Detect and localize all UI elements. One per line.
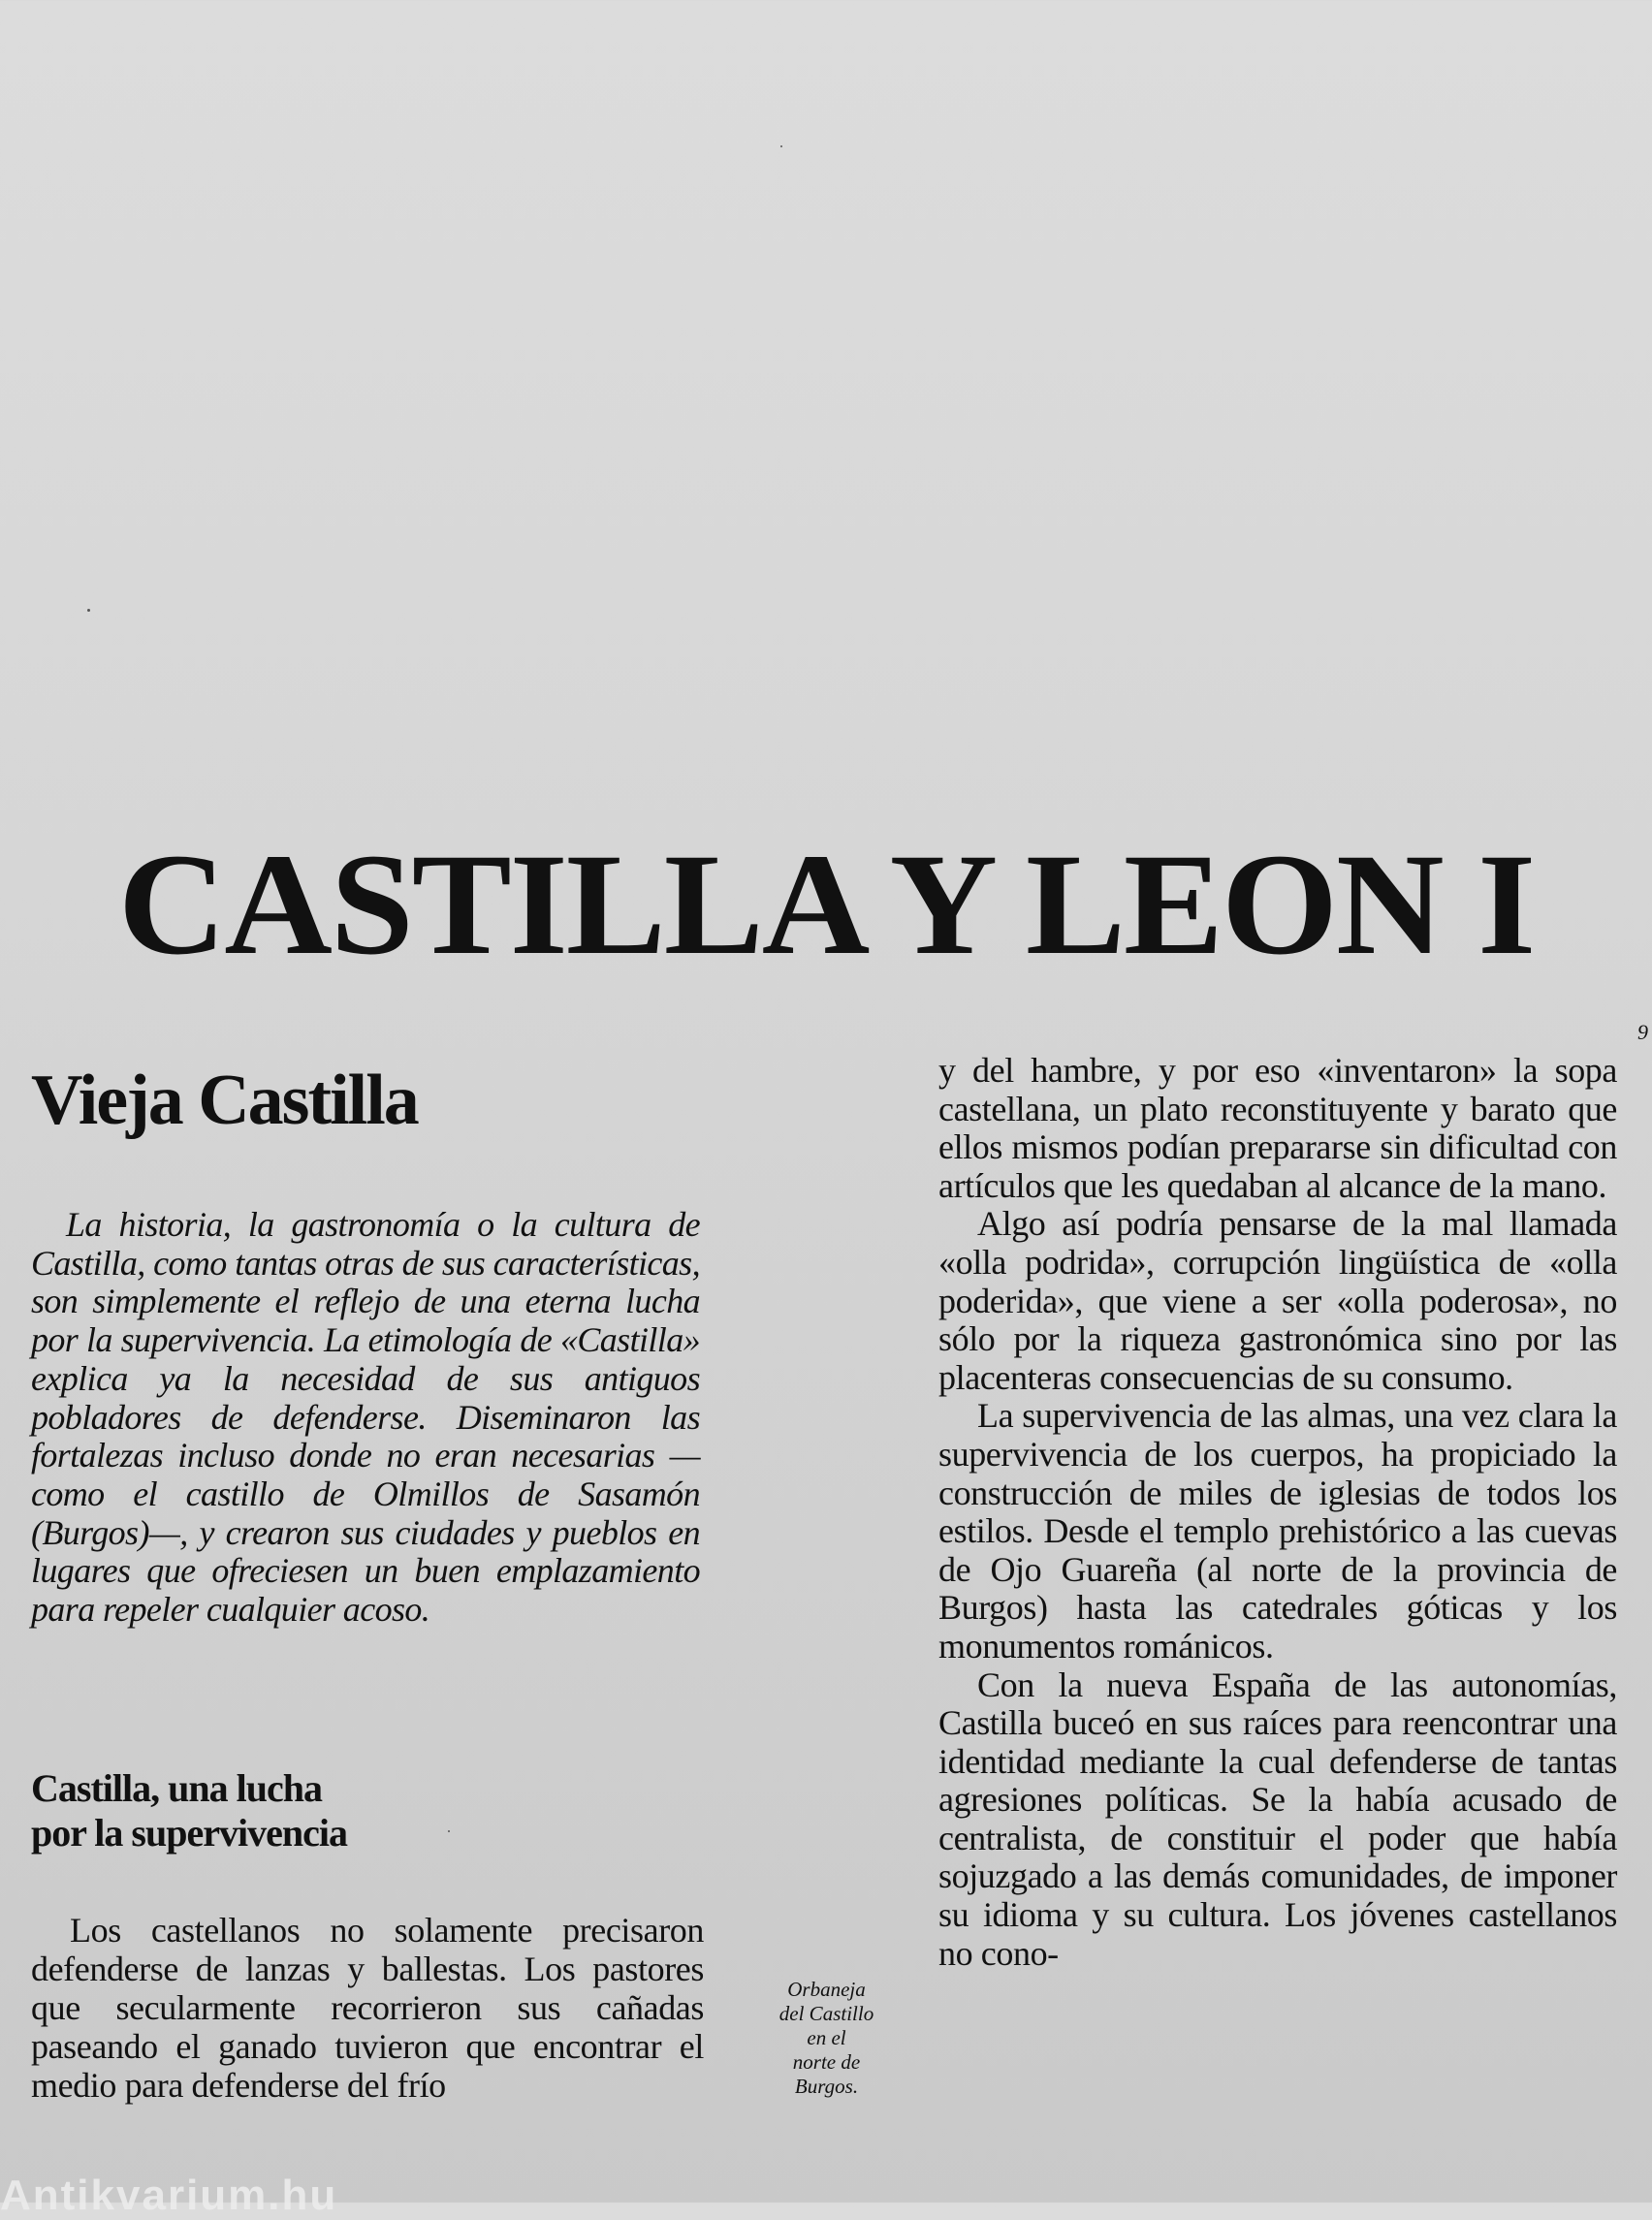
watermark: Antikvarium.hu [0,2172,338,2219]
page-number: 9 [1637,1020,1648,1044]
body-paragraph: y del hambre, y por eso «inventaron» la sopa castellana, un plato reconstituyente y barato que ellos mismos podían prepararse sin dificultad con artículos que les quedaban al alcance de la mano. [938,1051,1617,1205]
subheading-line: Castilla, una lucha [31,1766,322,1810]
body-paragraph: Algo así podría pensarse de la mal llamada «olla podrida», corrupción lingüística de «olla poderida», que viene a ser «olla poderosa», no sólo por la riqueza gastronómica sino por las placenteras consecuencias de su consumo. [938,1204,1617,1397]
dust-speck [780,145,782,147]
section-title: Vieja Castilla [31,1061,418,1140]
subheading [31,1766,535,1855]
body-paragraph: Con la nueva España de las autonomías, Castilla buceó en sus raíces para reencontrar una identidad mediante la cual defenderse de tantas agresiones políticas. Se la había acusado de centralista, de constituir el poder que había sojuzgado a las demás comunidades, de imponer su idioma y su cultura. Los jóvenes castellanos no cono- [938,1665,1617,1973]
right-column [938,1052,1617,1973]
subheading-line: por la supervivencia [31,1811,347,1855]
chapter-title: CASTILLA Y LEON I [117,824,1535,985]
photo-caption: Orbaneja del Castillo en el norte de Burgos. [778,1978,874,2098]
body-paragraph: La supervivencia de las almas, una vez clara la supervivencia de los cuerpos, ha propiciado la construcción de miles de iglesias de todos los estilos. Desde el templo prehistórico a las cuevas de Ojo Guareña (al norte de la provincia de Burgos) hasta las catedrales góticas y los monumentos románicos. [938,1396,1617,1665]
left-body-paragraph: Los castellanos no solamente precisaron defenderse de lanzas y ballestas. Los pastores que secularmente recorrieron sus cañadas paseando el ganado tuvieron que encontrar el medio para defenderse del frío [31,1911,704,2105]
dust-speck [87,609,90,612]
intro-paragraph: La historia, la gastronomía o la cultura de Castilla, como tantas otras de sus características, son simplemente el reflejo de una eterna lucha por la supervivencia. La etimología de «Castilla» explica ya la necesidad de sus antiguos pobladores de defenderse. Diseminaron las fortalezas incluso donde no eran necesarias —como el castillo de Olmillos de Sasamón (Burgos)—, y crearon sus ciudades y pueblos en lugares que ofreciesen un buen emplazamiento para repeler cualquier acoso. [31,1205,700,1630]
